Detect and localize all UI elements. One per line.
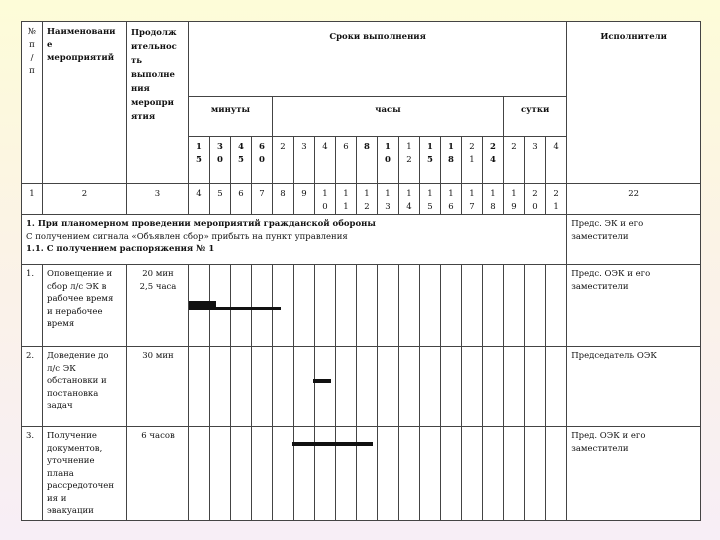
gantt-cell (336, 347, 357, 427)
gantt-cell (189, 347, 210, 427)
gantt-cell (273, 265, 294, 347)
time-tick-cell: 1 2 (399, 137, 420, 184)
gantt-cell (294, 347, 315, 427)
activity-duration: 20 мин 2,5 часа (127, 265, 189, 347)
column-number-cell: 1 6 (441, 184, 462, 215)
gantt-cell (441, 427, 462, 521)
column-number-cell: 1 0 (315, 184, 336, 215)
time-tick-cell: 4 (546, 137, 567, 184)
activity-executor: Председатель ОЭК (567, 347, 701, 427)
time-tick-cell: 1 8 (441, 137, 462, 184)
column-number-cell: 1 7 (462, 184, 483, 215)
header-minutes-cell (189, 97, 273, 137)
gantt-cell (483, 265, 504, 347)
gantt-bar-row3 (292, 442, 373, 446)
gantt-cell (189, 427, 210, 521)
time-tick-cell: 2 (273, 137, 294, 184)
gantt-cell (420, 347, 441, 427)
time-tick-cell: 2 1 (462, 137, 483, 184)
gantt-cell (399, 427, 420, 521)
column-number-cell: 8 (273, 184, 294, 215)
gantt-cell (252, 265, 273, 347)
gantt-bar-row2 (313, 379, 331, 383)
time-tick-cell: 4 (315, 137, 336, 184)
gantt-cell (315, 427, 336, 521)
column-number-cell: 1 4 (399, 184, 420, 215)
header-hours: часы (375, 105, 401, 115)
gantt-cell (336, 265, 357, 347)
section-subsection-title: 1.1. С получением распоряжения № 1 (26, 244, 215, 254)
gantt-cell (525, 347, 546, 427)
column-number-cell: 2 (43, 184, 127, 215)
column-number-cell: 9 (294, 184, 315, 215)
column-number-cell: 3 (127, 184, 189, 215)
gantt-cell (273, 427, 294, 521)
time-tick-cell: 8 (357, 137, 378, 184)
gantt-cell (483, 347, 504, 427)
activity-executor: Предс. ОЭК и его заместители (567, 265, 701, 347)
section-subtitle: С получением сигнала «Объявлен сбор» прибыть на пункт управления (26, 231, 348, 242)
row-number: 2. (22, 347, 43, 427)
header-hours-cell (273, 97, 504, 137)
header-executors: Исполнители (600, 32, 667, 42)
gantt-cell (378, 427, 399, 521)
header-number-cell (22, 22, 43, 184)
section-executor-cell: Предс. ЭК и его заместители (567, 215, 701, 265)
column-number-cell: 1 2 (357, 184, 378, 215)
time-tick-cell: 2 (504, 137, 525, 184)
gantt-cell (210, 427, 231, 521)
time-tick-cell: 1 5 (189, 137, 210, 184)
activity-name: Оповещение и сбор л/с ЭК в рабочее время и нерабочее время (43, 265, 127, 347)
column-number-cell: 1 1 (336, 184, 357, 215)
activity-executor: Пред. ОЭК и его заместители (567, 427, 701, 521)
header-days-cell (504, 97, 567, 137)
column-number-cell: 1 5 (420, 184, 441, 215)
time-tick-cell: 1 5 (420, 137, 441, 184)
gantt-cell (231, 347, 252, 427)
gantt-cell (357, 347, 378, 427)
time-tick-cell: 1 0 (378, 137, 399, 184)
column-number-cell: 5 (210, 184, 231, 215)
activity-duration: 6 часов (127, 427, 189, 521)
header-executors-cell (567, 22, 701, 184)
activity-name: Доведение до л/с ЭК обстановки и постановка задач (43, 347, 127, 427)
gantt-cell (462, 427, 483, 521)
header-deadlines-cell (189, 22, 567, 97)
column-number-cell: 1 (22, 184, 43, 215)
gantt-cell (315, 265, 336, 347)
gantt-cell (441, 347, 462, 427)
gantt-cell (525, 427, 546, 521)
section-header-cell (22, 215, 567, 265)
column-number-cell: 1 8 (483, 184, 504, 215)
gantt-cell (504, 427, 525, 521)
schedule-sheet (21, 21, 701, 521)
header-duration: Продолж ительнос ть выполне ния меропри ятия (131, 28, 177, 122)
gantt-cell (420, 265, 441, 347)
gantt-cell (252, 347, 273, 427)
header-duration-cell (127, 22, 189, 184)
gantt-cell (315, 347, 336, 427)
header-deadlines: Сроки выполнения (329, 32, 426, 42)
time-tick-cell: 2 4 (483, 137, 504, 184)
column-number-cell: 1 3 (378, 184, 399, 215)
gantt-cell (231, 265, 252, 347)
time-tick-cell: 6 (336, 137, 357, 184)
gantt-cell (378, 347, 399, 427)
gantt-cell (441, 265, 462, 347)
gantt-cell (357, 265, 378, 347)
gantt-cell (294, 265, 315, 347)
column-number-cell: 1 9 (504, 184, 525, 215)
column-number-cell: 2 1 (546, 184, 567, 215)
row-number: 3. (22, 427, 43, 521)
gantt-cell (273, 347, 294, 427)
gantt-cell (252, 427, 273, 521)
gantt-cell (546, 347, 567, 427)
schedule-table (21, 21, 701, 521)
gantt-cell (462, 265, 483, 347)
activity-duration: 30 мин (127, 347, 189, 427)
header-name: Наименовани е мероприятий (47, 27, 116, 63)
gantt-cell (483, 427, 504, 521)
time-tick-cell: 4 5 (231, 137, 252, 184)
column-number-cell: 6 (231, 184, 252, 215)
time-tick-cell: 3 (525, 137, 546, 184)
header-name-cell (43, 22, 127, 184)
gantt-cell (378, 265, 399, 347)
gantt-cell (357, 427, 378, 521)
gantt-cell (420, 427, 441, 521)
column-number-cell: 22 (567, 184, 701, 215)
gantt-cell (399, 265, 420, 347)
column-number-cell: 2 0 (525, 184, 546, 215)
gantt-cell (546, 265, 567, 347)
row-number: 1. (22, 265, 43, 347)
gantt-cell (210, 347, 231, 427)
gantt-cell (336, 427, 357, 521)
header-days: сутки (520, 105, 550, 115)
column-number-cell: 7 (252, 184, 273, 215)
gantt-cell (462, 347, 483, 427)
header-number: № п / п (27, 27, 37, 76)
gantt-cell (294, 427, 315, 521)
gantt-cell (546, 427, 567, 521)
section-title: 1. При планомерном проведении мероприятий гражданской обороны (26, 219, 376, 229)
gantt-cell (525, 265, 546, 347)
activity-name: Получение документов, уточнение плана рассредоточен ия и эвакуации (43, 427, 127, 521)
time-tick-cell: 6 0 (252, 137, 273, 184)
time-tick-cell: 3 0 (210, 137, 231, 184)
header-minutes: минуты (210, 105, 251, 115)
gantt-bar-row1-long (189, 307, 281, 310)
gantt-cell (399, 347, 420, 427)
column-number-cell: 4 (189, 184, 210, 215)
gantt-cell (231, 427, 252, 521)
gantt-cell (504, 265, 525, 347)
time-tick-cell: 3 (294, 137, 315, 184)
gantt-cell (504, 347, 525, 427)
